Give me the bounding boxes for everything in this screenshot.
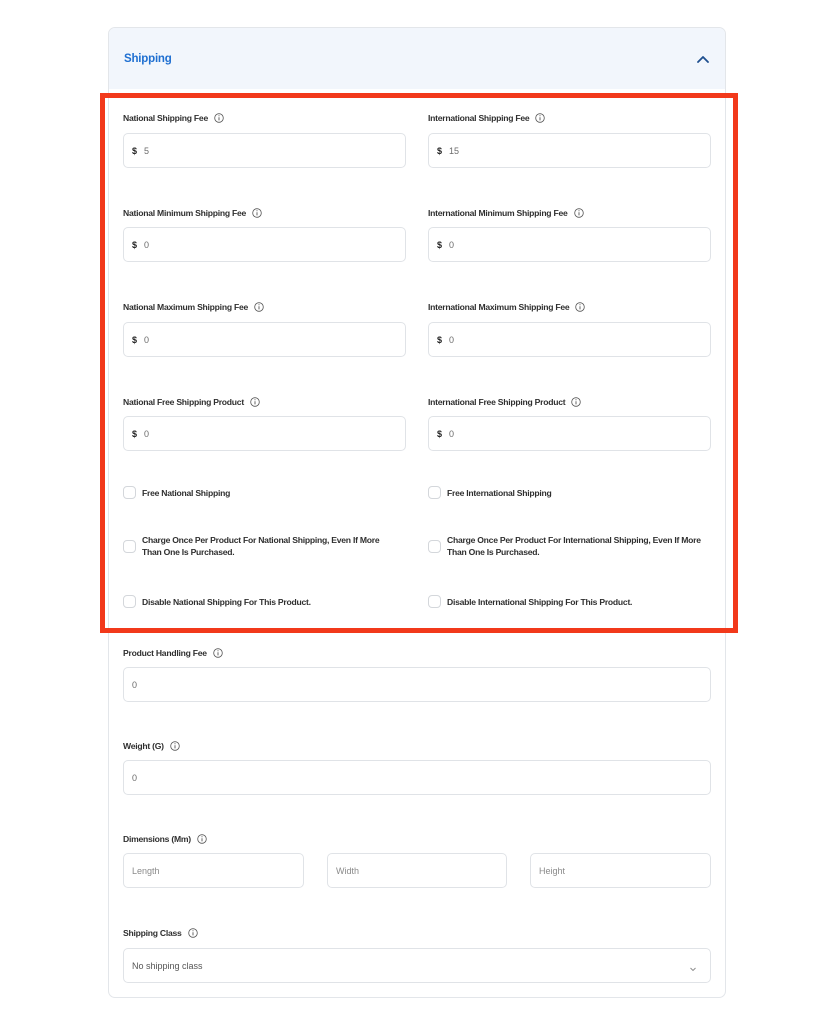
label-text: Product Handling Fee (123, 648, 207, 658)
info-icon[interactable] (252, 208, 262, 218)
checkbox-label: Charge Once Per Product For International Shipping, Even If More Than One Is Purchased. (447, 535, 701, 557)
currency-symbol: $ (132, 334, 138, 345)
national-max-fee-input[interactable] (123, 322, 406, 357)
info-icon[interactable] (574, 208, 584, 218)
input-value: 0 (132, 679, 138, 690)
label-text: International Free Shipping Product (428, 397, 566, 407)
label-text: Weight (G) (123, 741, 164, 751)
input-value: 5 (144, 145, 150, 156)
checkbox-label: Free International Shipping (447, 487, 552, 498)
label-text: National Minimum Shipping Fee (123, 208, 247, 218)
label-text: International Minimum Shipping Fee (428, 208, 568, 218)
info-icon[interactable] (535, 113, 545, 123)
international-min-fee-label (428, 206, 584, 220)
shipping-class-select[interactable] (123, 948, 711, 983)
charge-once-international-option[interactable] (428, 534, 713, 558)
info-icon[interactable] (213, 648, 223, 658)
info-icon[interactable] (188, 928, 198, 938)
shipping-class-label (123, 926, 198, 940)
info-icon[interactable] (575, 302, 585, 312)
info-icon[interactable] (254, 302, 264, 312)
dimensions-label (123, 832, 207, 846)
international-shipping-fee-label (428, 111, 545, 125)
label-text: Shipping Class (123, 928, 182, 938)
chevron-down-icon (688, 961, 698, 971)
international-max-fee-input[interactable] (428, 322, 711, 357)
checkbox-label: Disable International Shipping For This Product. (447, 596, 633, 607)
disable-international-checkbox[interactable] (428, 595, 441, 608)
charge-once-international-checkbox[interactable] (428, 540, 441, 553)
info-icon[interactable] (214, 113, 224, 123)
input-value: 0 (449, 334, 455, 345)
input-placeholder: Width (336, 865, 360, 876)
currency-symbol: $ (437, 145, 443, 156)
national-shipping-fee-input[interactable] (123, 133, 406, 168)
label-text: Dimensions (Mm) (123, 834, 191, 844)
input-placeholder: Height (539, 865, 566, 876)
input-value: 0 (144, 428, 150, 439)
label-text: National Shipping Fee (123, 113, 208, 123)
checkbox-label: Charge Once Per Product For National Shipping, Even If More Than One Is Purchased. (142, 535, 380, 557)
charge-once-national-option[interactable] (123, 534, 393, 558)
disable-national-checkbox[interactable] (123, 595, 136, 608)
currency-symbol: $ (437, 334, 443, 345)
national-min-fee-label (123, 206, 262, 220)
handling-fee-input[interactable] (123, 667, 711, 702)
national-max-fee-label (123, 300, 264, 314)
disable-national-option[interactable] (123, 595, 311, 608)
chevron-up-icon[interactable] (696, 52, 710, 66)
charge-once-national-checkbox[interactable] (123, 540, 136, 553)
input-value: 0 (449, 428, 455, 439)
width-input[interactable] (327, 853, 507, 888)
disable-international-option[interactable] (428, 595, 632, 608)
input-value: 0 (132, 772, 138, 783)
shipping-section-header[interactable] (109, 28, 725, 89)
info-icon[interactable] (170, 741, 180, 751)
checkbox-label: Free National Shipping (142, 487, 231, 498)
currency-symbol: $ (132, 239, 138, 250)
international-free-product-label (428, 395, 581, 409)
info-icon[interactable] (571, 397, 581, 407)
national-free-product-label (123, 395, 260, 409)
length-input[interactable] (123, 853, 304, 888)
checkbox-label: Disable National Shipping For This Product. (142, 596, 311, 607)
weight-label (123, 739, 180, 753)
info-icon[interactable] (250, 397, 260, 407)
free-national-shipping-option[interactable] (123, 486, 230, 499)
international-max-fee-label (428, 300, 585, 314)
handling-fee-label (123, 646, 223, 660)
section-title: Shipping (124, 52, 172, 65)
height-input[interactable] (530, 853, 711, 888)
free-international-shipping-checkbox[interactable] (428, 486, 441, 499)
label-text: National Maximum Shipping Fee (123, 302, 249, 312)
input-value: 15 (449, 145, 460, 156)
national-min-fee-input[interactable] (123, 227, 406, 262)
currency-symbol: $ (132, 428, 138, 439)
currency-symbol: $ (437, 428, 443, 439)
currency-symbol: $ (132, 145, 138, 156)
input-value: 0 (144, 239, 150, 250)
label-text: International Shipping Fee (428, 113, 530, 123)
input-placeholder: Length (132, 865, 160, 876)
international-free-product-input[interactable] (428, 416, 711, 451)
label-text: International Maximum Shipping Fee (428, 302, 570, 312)
label-text: National Free Shipping Product (123, 397, 244, 407)
info-icon[interactable] (197, 834, 207, 844)
international-min-fee-input[interactable] (428, 227, 711, 262)
input-value: 0 (449, 239, 455, 250)
input-value: 0 (144, 334, 150, 345)
free-national-shipping-checkbox[interactable] (123, 486, 136, 499)
selected-value: No shipping class (132, 960, 203, 971)
free-international-shipping-option[interactable] (428, 486, 552, 499)
international-shipping-fee-input[interactable] (428, 133, 711, 168)
currency-symbol: $ (437, 239, 443, 250)
national-shipping-fee-label (123, 111, 224, 125)
weight-input[interactable] (123, 760, 711, 795)
national-free-product-input[interactable] (123, 416, 406, 451)
